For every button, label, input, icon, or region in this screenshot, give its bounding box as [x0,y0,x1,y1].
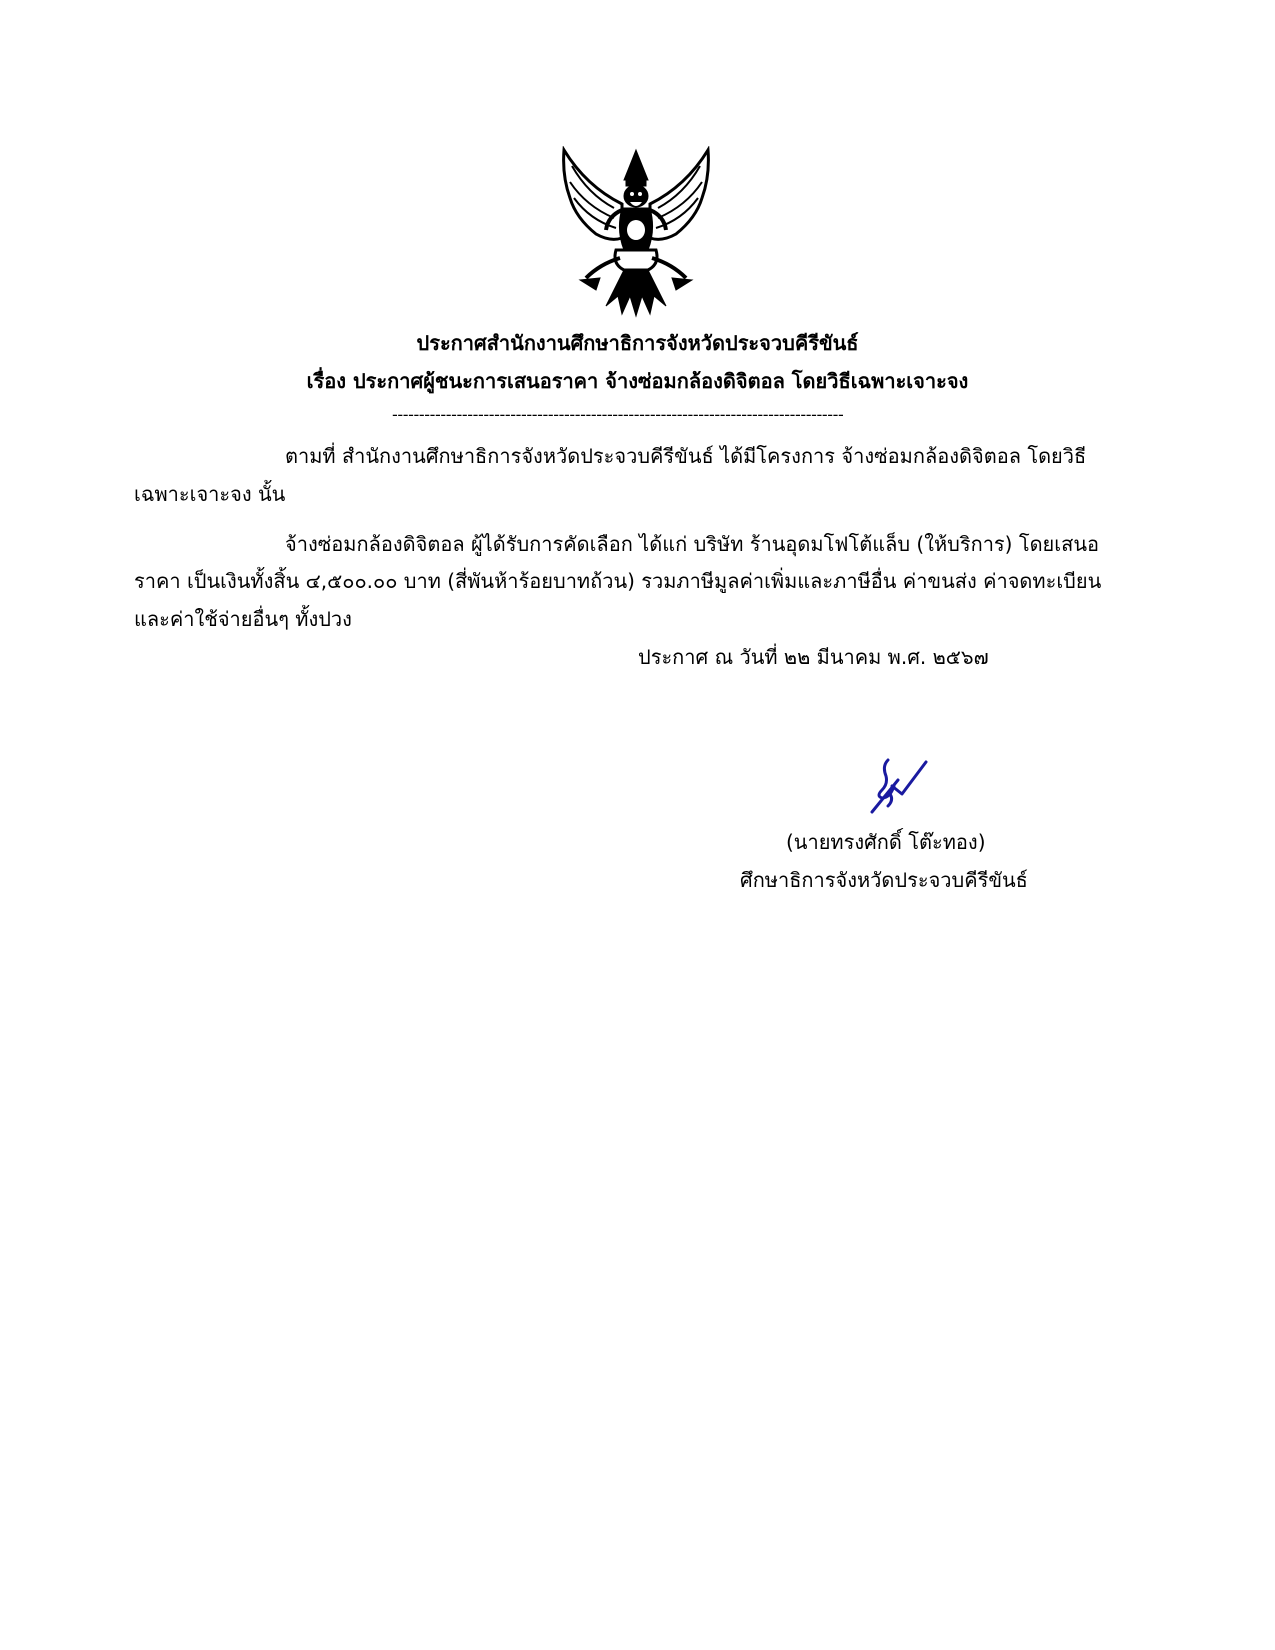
paragraph1-line1: ตามที่ สำนักงานศึกษาธิการจังหวัดประจวบคีรีขันธ์ ได้มีโครงการ จ้างซ่อมกล้องดิจิตอล โดยวิธี [285,444,1087,468]
paragraph1-line2: เฉพาะเจาะจง นั้น [134,482,286,506]
paragraph2-line2: ราคา เป็นเงินทั้งสิ้น ๔,๕๐๐.๐๐ บาท (สี่พันห้าร้อยบาทถ้วน) รวมภาษีมูลค่าเพิ่มและภาษีอื่น ค่าขนส่ง ค่าจดทะเบียน [134,569,1102,593]
signer-name: (นายทรงศักดิ์ โต๊ะทอง) [786,830,986,854]
signer-position: ศึกษาธิการจังหวัดประจวบคีรีขันธ์ [740,868,1028,892]
paragraph2-line1: จ้างซ่อมกล้องดิจิตอล ผู้ได้รับการคัดเลือก ได้แก่ บริษัท ร้านอุดมโฟโต้แล็บ (ให้บริการ) โดยเสนอ [285,532,1100,556]
announcement-title: ประกาศสำนักงานศึกษาธิการจังหวัดประจวบคีรีขันธ์ [416,331,859,355]
signature-icon [868,756,930,814]
announcement-date: ประกาศ ณ วันที่ ๒๒ มีนาคม พ.ศ. ๒๕๖๗ [638,645,989,669]
paragraph2-line3: และค่าใช้จ่ายอื่นๆ ทั้งปวง [134,607,352,631]
garuda-emblem-icon [556,146,716,318]
announcement-subject: เรื่อง ประกาศผู้ชนะการเสนอราคา จ้างซ่อมกล้องดิจิตอล โดยวิธีเฉพาะเจาะจง [306,369,969,393]
dashed-separator: ------------------------------------------------------------------------------------ [392,405,844,424]
